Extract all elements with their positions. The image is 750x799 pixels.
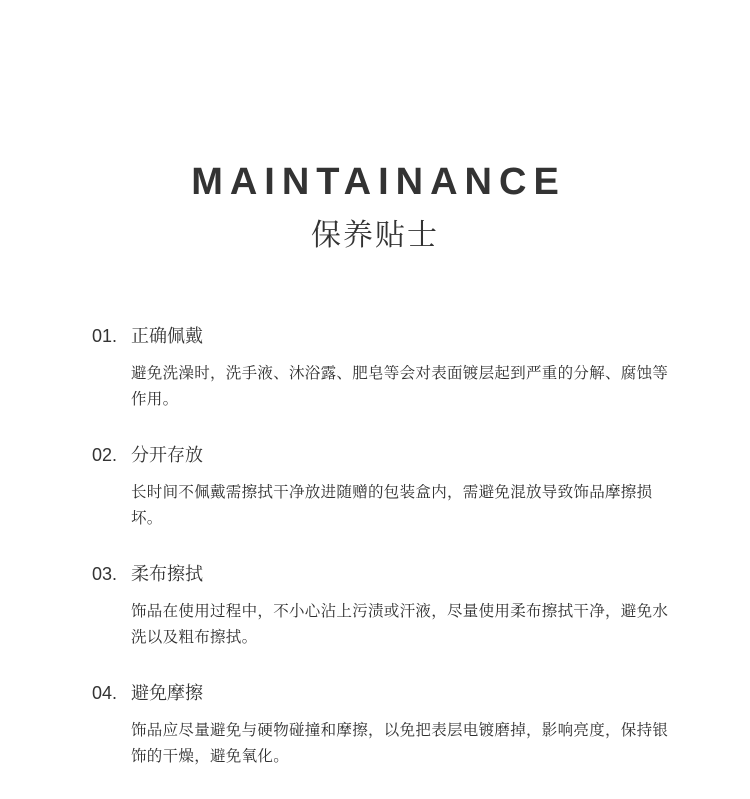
tip-number: 04.	[92, 683, 118, 703]
page-title-cn: 保养贴士	[311, 218, 439, 253]
tip-item	[92, 323, 672, 412]
tip-title: 柔布擦拭	[131, 564, 203, 585]
tip-title: 分开存放	[131, 445, 203, 466]
tip-body: 长时间不佩戴需擦拭干净放进随赠的包装盒内，需避免混放导致饰品摩擦损坏。	[131, 483, 653, 527]
tip-heading	[92, 442, 672, 469]
tip-item	[92, 561, 672, 650]
tip-number: 03.	[92, 564, 118, 584]
tip-number: 02.	[92, 445, 118, 465]
tips-list	[92, 323, 672, 799]
tip-body: 避免洗澡时，洗手液、沐浴露、肥皂等会对表面镀层起到严重的分解、腐蚀等作用。	[131, 364, 669, 408]
tip-heading	[92, 680, 672, 707]
tip-number: 01.	[92, 326, 118, 346]
tip-body: 饰品在使用过程中，不小心沾上污渍或汗液，尽量使用柔布擦拭干净，避免水洗以及粗布擦拭。	[131, 602, 669, 646]
tip-title: 避免摩擦	[131, 683, 203, 704]
tip-title: 正确佩戴	[131, 326, 203, 347]
tip-heading	[92, 323, 672, 350]
tip-item	[92, 680, 672, 769]
tip-body: 饰品应尽量避免与硬物碰撞和摩擦，以免把表层电镀磨掉，影响亮度，保持银饰的干燥，避免氧化。	[131, 721, 669, 765]
tip-heading	[92, 561, 672, 588]
page-title-en: MAINTAINANCE	[191, 161, 566, 203]
header	[0, 160, 750, 254]
tip-item	[92, 442, 672, 531]
